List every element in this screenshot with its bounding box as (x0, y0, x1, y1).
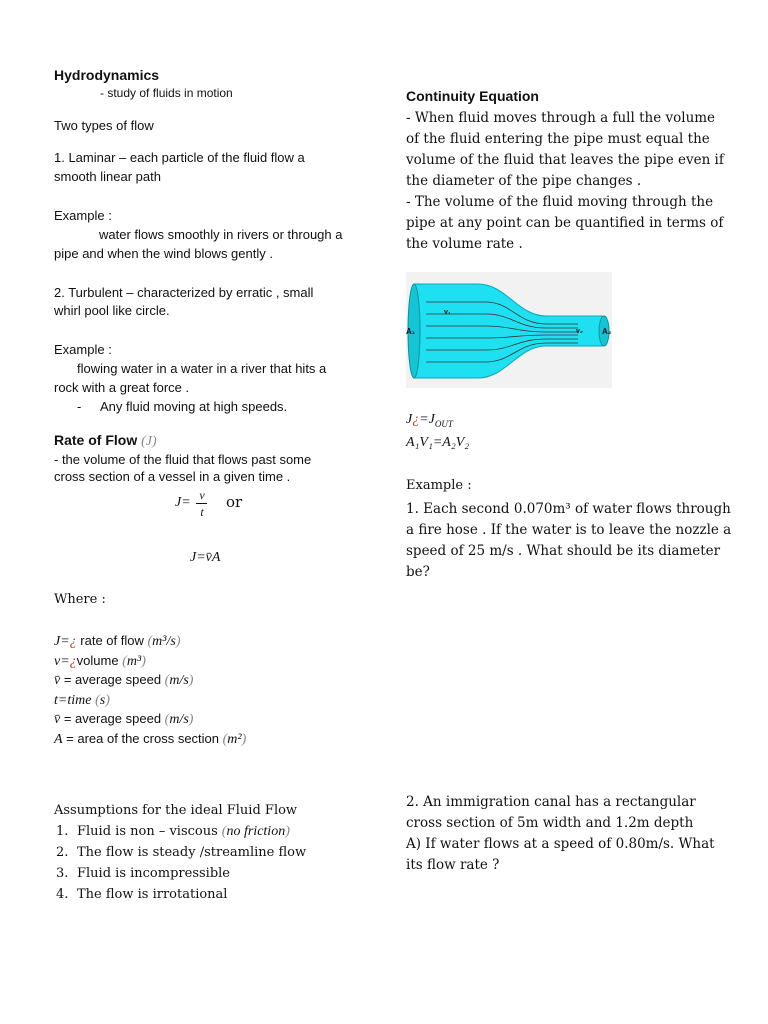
eq1-rhs: =J (419, 412, 435, 427)
definition-row (54, 653, 146, 670)
where-label: Where : (54, 592, 106, 607)
label-v2: v₂ (576, 328, 584, 335)
formula-or: or (226, 493, 243, 511)
eq1-lhs: J (406, 412, 413, 427)
definition-unit: (m³) (122, 653, 146, 669)
definition-symbol: t=time (54, 692, 92, 708)
rate-of-flow-heading (54, 432, 157, 450)
continuity-eq-2: A₁V₁=A₂V₂ (406, 435, 470, 450)
example2-bullet: Any fluid moving at high speeds. (100, 399, 288, 414)
pipe-diagram-frame (406, 272, 612, 388)
assumption-text: The flow is irrotational (77, 887, 228, 902)
label-a1: A₁ (406, 327, 416, 336)
formula-lhs: J= (175, 495, 191, 510)
definition-unit: (m³/s) (147, 634, 181, 649)
assumption-item (77, 824, 290, 840)
assumption-item (77, 845, 306, 861)
example1-line-2: pipe and when the wind blows gently . (54, 246, 273, 261)
two-types-heading: Two types of flow (54, 118, 154, 133)
pipe-diagram (406, 272, 612, 388)
text-line: cross section of 5m width and 1.2m depth (406, 815, 694, 831)
text-line: a fire hose . If the water is to leave the nozzle a (406, 522, 732, 538)
assumption-number: 2. (56, 845, 69, 860)
text-line: A) If water flows at a speed of 0.80m/s. What (406, 836, 715, 852)
right-example-label: Example : (406, 478, 472, 493)
formula-denominator: t (200, 505, 204, 519)
definition-unit: (m²) (222, 731, 247, 747)
text-line: be? (406, 564, 430, 580)
definition-row (54, 633, 180, 650)
definition-symbol: J= (54, 634, 70, 649)
definition-text: rate of flow (76, 633, 148, 648)
definition-symbol: v̄ (54, 673, 61, 688)
assumption-text: The flow is steady /streamline flow (77, 845, 307, 860)
formula-numerator: v (199, 488, 205, 502)
definition-text: volume (76, 652, 123, 668)
assumptions-heading: Assumptions for the ideal Fluid Flow (54, 803, 298, 818)
laminar-line-2: smooth linear path (54, 169, 161, 184)
definition-text: = average speed (60, 711, 165, 726)
text-line: 2. An immigration canal has a rectangular (406, 794, 696, 810)
definition-row (54, 711, 193, 728)
definition-mark: ¿ (69, 653, 77, 669)
rate-desc-line-1: - the volume of the fluid that flows past some (54, 452, 312, 467)
example-label-2: Example : (54, 342, 112, 357)
definition-text: = area of the cross section (62, 730, 223, 746)
definition-unit-value: m³/s (152, 634, 176, 649)
subtitle: - study of fluids in motion (100, 86, 233, 100)
assumption-extra: (no friction) (221, 824, 290, 839)
rate-symbol: (J) (141, 434, 157, 449)
example1-line-1: water flows smoothly in rivers or through a (99, 227, 343, 242)
rate-symbol-letter: J (145, 434, 153, 449)
rate-title: Rate of Flow (54, 432, 138, 448)
text-line: its flow rate ? (406, 857, 500, 873)
text-line: the diameter of the pipe changes . (406, 173, 642, 189)
assumption-number: 3. (56, 866, 69, 881)
definition-row (54, 672, 193, 689)
definition-symbol: A (54, 731, 63, 747)
assumption-item (77, 866, 230, 882)
definition-unit-value: m/s (169, 712, 189, 727)
text-line: pipe at any point can be quantified in terms of (406, 215, 724, 231)
example2-line-1: flowing water in a water in a river that hits a (77, 361, 327, 376)
assumption-item (77, 887, 227, 903)
text-line: of the fluid entering the pipe must equal the (406, 131, 710, 147)
definition-unit-value: m² (227, 731, 242, 747)
definition-row (54, 692, 110, 709)
definition-unit: (m/s) (164, 712, 194, 727)
text-line: speed of 25 m/s . What should be its diameter (406, 543, 721, 559)
eq1-mark: ¿ (412, 412, 420, 427)
definition-unit-value: m/s (169, 673, 189, 688)
turbulent-line-1: 2. Turbulent – characterized by erratic , small (54, 285, 314, 300)
assumption-number: 1. (56, 824, 69, 839)
definition-mark: ¿ (69, 634, 77, 649)
definition-row (54, 731, 246, 748)
definition-unit: (m/s) (164, 673, 194, 688)
definition-symbol: v= (54, 653, 70, 669)
definition-text: = average speed (60, 672, 165, 687)
example-label-1: Example : (54, 208, 112, 223)
continuity-heading: Continuity Equation (406, 88, 539, 104)
definition-unit: (s) (95, 692, 110, 708)
text-line: - When fluid moves through a full the volume (406, 110, 716, 126)
label-v1: v₁ (444, 309, 451, 316)
page-title: Hydrodynamics (54, 67, 160, 83)
assumption-text: Fluid is non – viscous (77, 824, 218, 839)
eq1-sub: OUT (434, 418, 453, 429)
text-line: - The volume of the fluid moving through the (406, 194, 714, 210)
text-line: 1. Each second 0.070m³ of water flows through (406, 501, 731, 517)
continuity-eq-1 (406, 412, 453, 432)
rate-desc-line-2: cross section of a vessel in a given time . (54, 469, 291, 484)
definition-unit-value: s (99, 692, 106, 708)
example2-line-2: rock with a great force . (54, 380, 190, 395)
label-a2: A₂ (602, 327, 612, 336)
example2-bullet-dash: - (77, 399, 82, 414)
assumption-number: 4. (56, 887, 69, 902)
formula-2: J=v̄A (190, 550, 221, 565)
text-line: the volume rate . (406, 236, 523, 252)
definition-unit-value: m³ (126, 653, 142, 669)
turbulent-line-2: whirl pool like circle. (54, 303, 170, 318)
assumption-extra-text: no friction (226, 824, 286, 839)
definition-symbol: v̄ (54, 712, 61, 727)
assumption-text: Fluid is incompressible (77, 866, 230, 881)
text-line: volume of the fluid that leaves the pipe even if (406, 152, 724, 168)
laminar-line-1: 1. Laminar – each particle of the fluid flow a (54, 150, 305, 165)
